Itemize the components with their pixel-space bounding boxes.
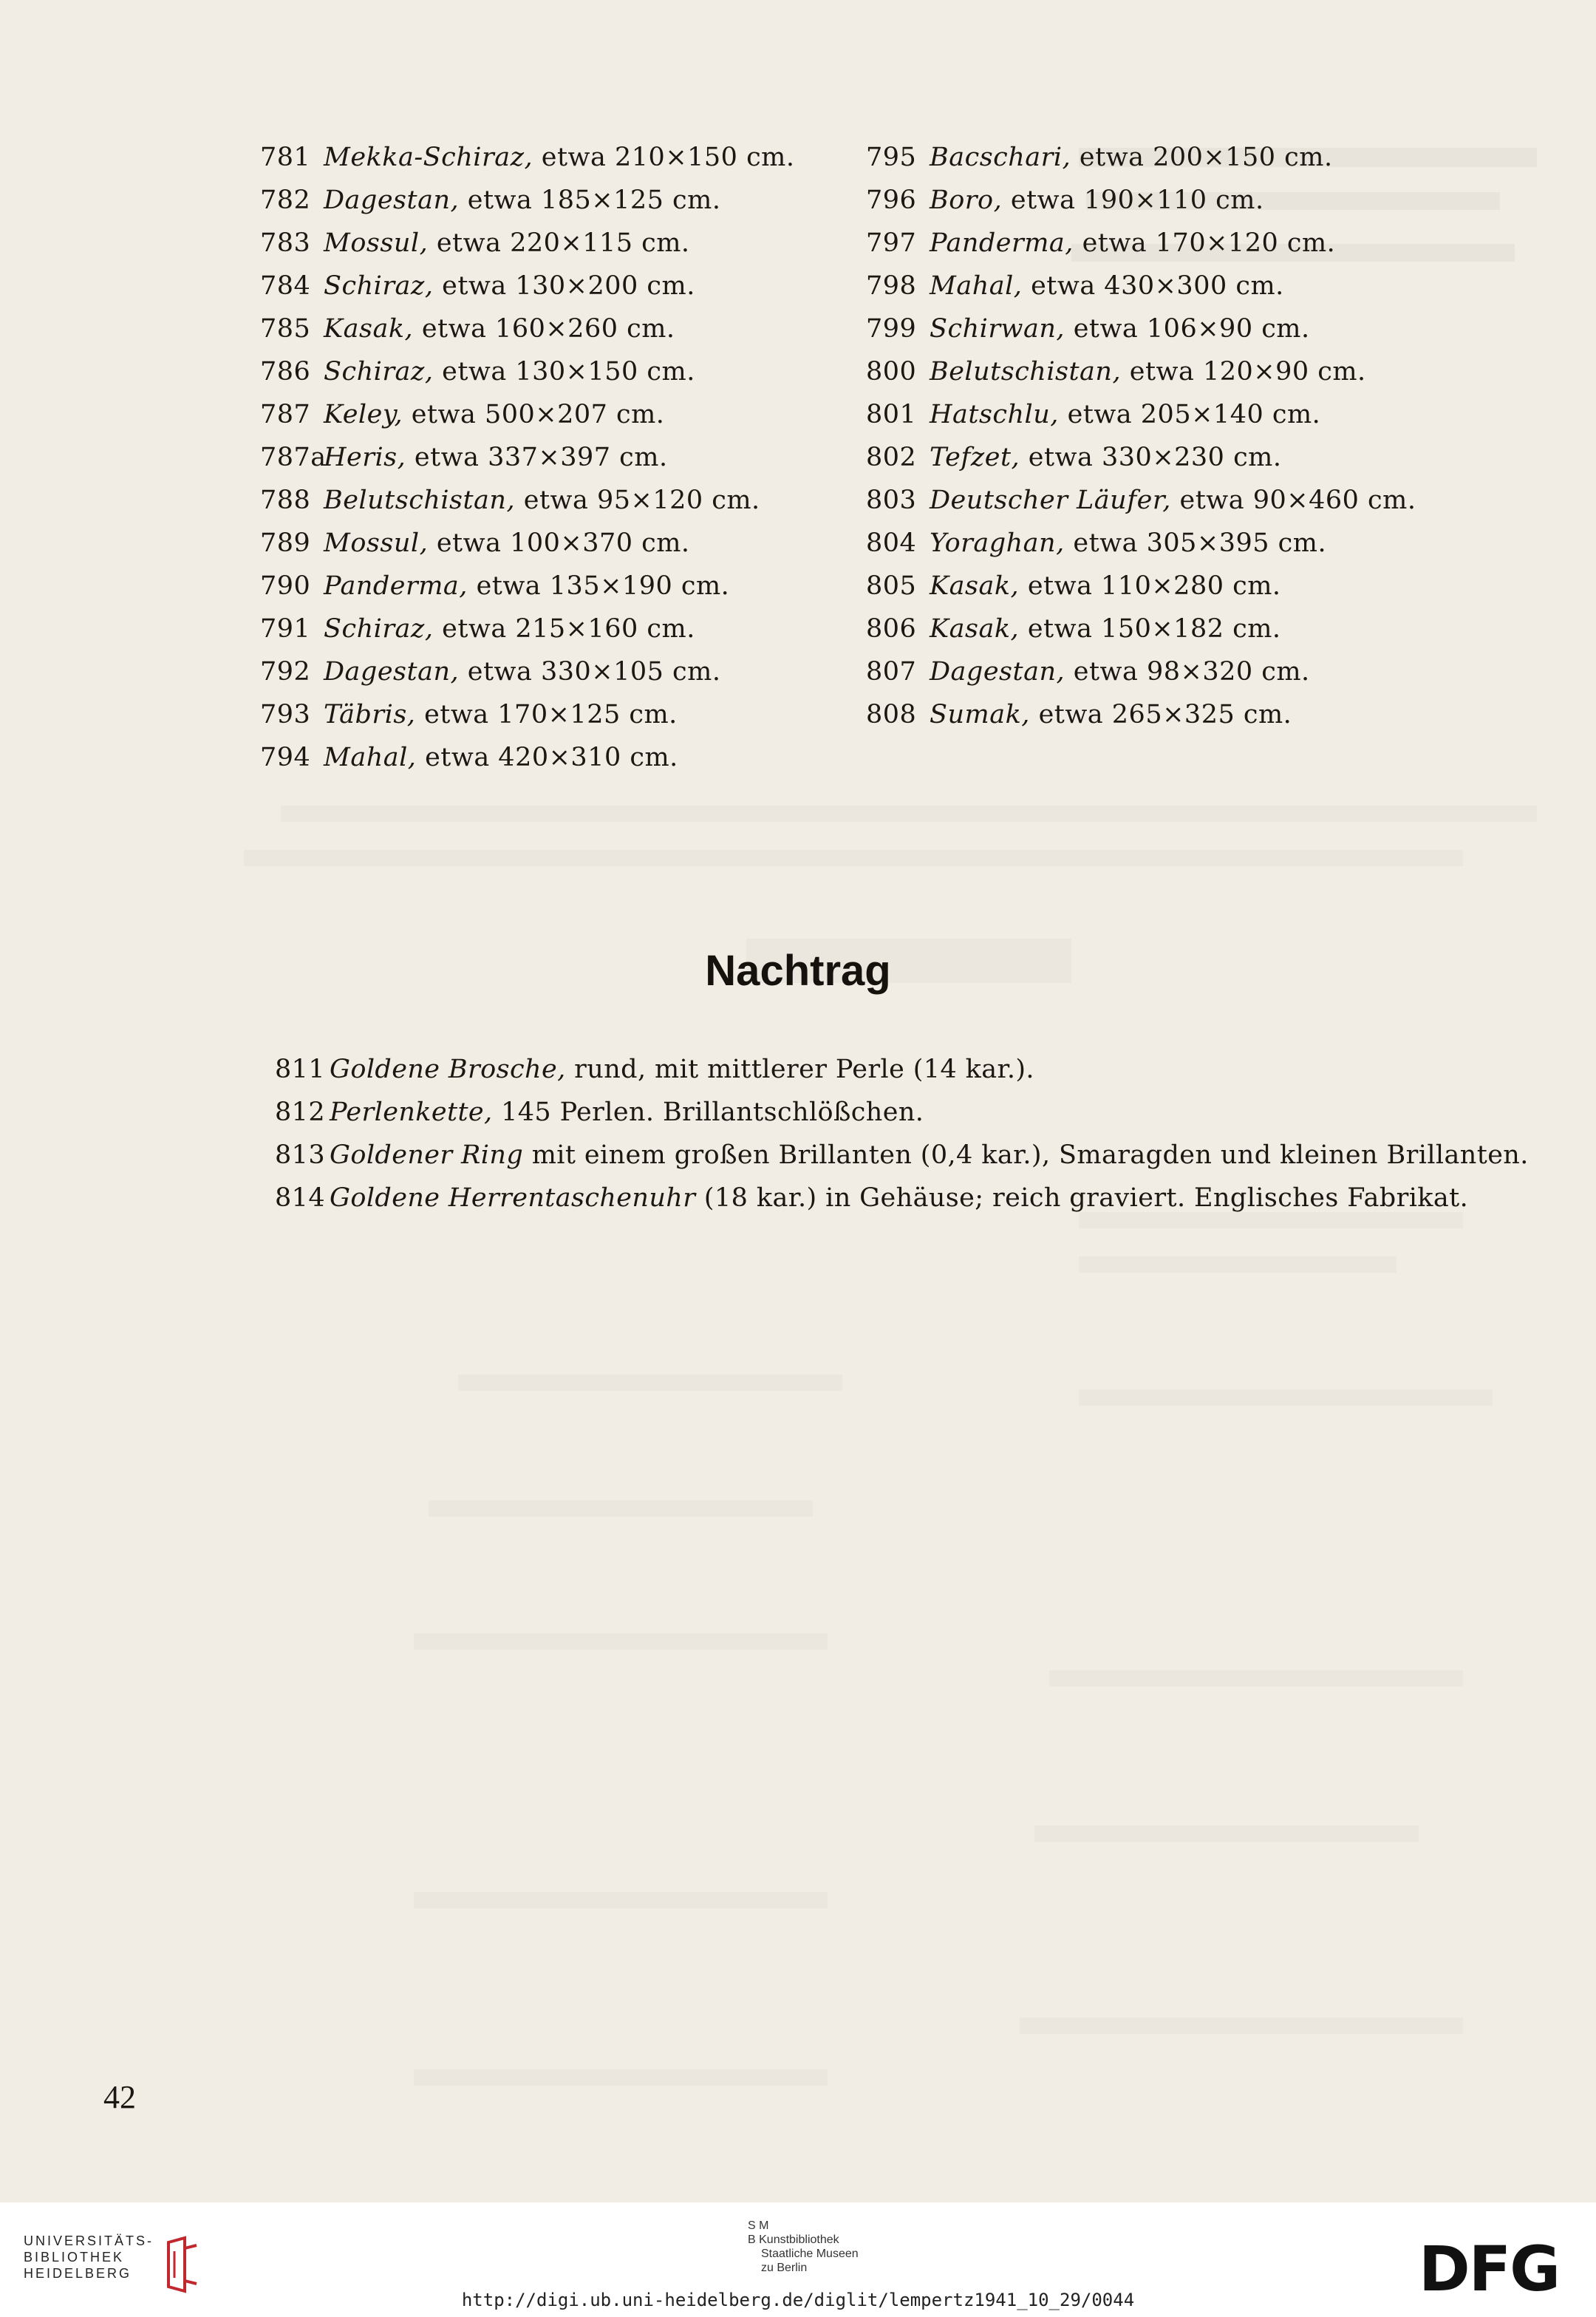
lot-description: etwa 337×397 cm. [414, 443, 668, 472]
lot-number: 789 [260, 528, 311, 558]
catalog-entry [260, 736, 795, 779]
lot-title: Schiraz, [324, 614, 434, 644]
lot-number: 807 [866, 657, 917, 687]
lot-title: Hatschlu, [930, 400, 1059, 429]
lot-title: Belutschistan, [930, 357, 1122, 387]
catalog-entry [866, 565, 1416, 608]
lot-description: etwa 160×260 cm. [421, 314, 675, 344]
catalog-entry [866, 522, 1416, 565]
lot-title: Perlenkette, [330, 1098, 493, 1127]
lot-number: 791 [260, 614, 311, 644]
lot-number: 805 [866, 571, 917, 601]
lot-number: 812 [275, 1098, 326, 1127]
lot-description: etwa 190×110 cm. [1010, 186, 1264, 215]
lot-title: Goldener Ring [330, 1140, 524, 1170]
lot-number: 813 [275, 1140, 326, 1170]
catalog-entry [866, 436, 1416, 479]
library-logo-line: UNIVERSITÄTS- [24, 2233, 154, 2248]
lot-description: etwa 200×150 cm. [1079, 143, 1333, 172]
catalog-entry [260, 479, 795, 522]
catalog-entry [866, 350, 1416, 393]
lot-description: etwa 90×460 cm. [1179, 486, 1416, 515]
catalog-entry [866, 222, 1416, 265]
source-url-link[interactable]: http://digi.ub.uni-heidelberg.de/diglit/lempertz1941_10_29/0044 [461, 2290, 1135, 2310]
lot-title: Goldene Brosche, [330, 1055, 566, 1084]
catalog-entry [260, 393, 795, 436]
lot-title: Schirwan, [930, 314, 1065, 344]
catalog-entry [260, 265, 795, 307]
lot-description: etwa 98×320 cm. [1073, 657, 1310, 687]
lot-title: Schiraz, [324, 271, 434, 301]
lot-description: mit einem großen Brillanten (0,4 kar.), Smaragden und kleinen Brillanten. [531, 1140, 1529, 1170]
lot-title: Täbris, [324, 700, 416, 729]
lot-title: Mahal, [324, 743, 417, 772]
lot-title: Dagestan, [324, 657, 460, 687]
catalog-entry [260, 522, 795, 565]
lot-description: etwa 185×125 cm. [467, 186, 721, 215]
library-logo-line: BIBLIOTHEK [24, 2250, 125, 2265]
museum-stamp [748, 2219, 859, 2275]
lot-number: 793 [260, 700, 311, 729]
catalog-entry [260, 350, 795, 393]
lot-description: etwa 215×160 cm. [442, 614, 695, 644]
lot-number: 787a [260, 443, 327, 472]
lot-description: etwa 420×310 cm. [425, 743, 678, 772]
lot-description: etwa 500×207 cm. [411, 400, 665, 429]
lot-number: 782 [260, 186, 311, 215]
lot-title: Deutscher Läufer, [930, 486, 1171, 515]
lot-title: Panderma, [324, 571, 468, 601]
lot-description: etwa 330×105 cm. [467, 657, 721, 687]
stamp-line: B Kunstbibliothek [748, 2233, 839, 2246]
supplement-entry [275, 1091, 1529, 1134]
lot-description: etwa 170×125 cm. [424, 700, 678, 729]
lot-description: etwa 135×190 cm. [476, 571, 730, 601]
lot-description: etwa 120×90 cm. [1129, 357, 1366, 387]
lot-number: 802 [866, 443, 917, 472]
lot-number: 781 [260, 143, 311, 172]
catalog-entry [866, 393, 1416, 436]
lot-title: Bacschari, [930, 143, 1071, 172]
catalog-entry [866, 136, 1416, 179]
lot-description: rund, mit mittlerer Perle (14 kar.). [574, 1055, 1034, 1084]
lot-number: 799 [866, 314, 917, 344]
lot-title: Mossul, [324, 228, 429, 258]
catalog-column-left [260, 136, 795, 779]
lot-number: 798 [866, 271, 917, 301]
lot-number: 804 [866, 528, 917, 558]
catalog-entry [866, 479, 1416, 522]
catalog-entry [260, 436, 795, 479]
catalog-entry [260, 179, 795, 222]
lot-number: 796 [866, 186, 917, 215]
lot-description: etwa 330×230 cm. [1028, 443, 1282, 472]
lot-number: 792 [260, 657, 311, 687]
lot-title: Goldene Herrentaschenuhr [330, 1183, 696, 1213]
lot-title: Tefzet, [930, 443, 1020, 472]
lot-title: Mekka-Schiraz, [324, 143, 533, 172]
stamp-line: zu Berlin [761, 2262, 808, 2274]
catalog-entry [260, 136, 795, 179]
lot-number: 786 [260, 357, 311, 387]
lot-title: Dagestan, [930, 657, 1065, 687]
lot-description: etwa 130×150 cm. [442, 357, 695, 387]
page-number: 42 [103, 2079, 136, 2115]
stamp-line: Staatliche Museen [761, 2248, 859, 2260]
lot-description: etwa 220×115 cm. [436, 228, 690, 258]
lot-number: 811 [275, 1055, 326, 1084]
catalog-entry [866, 650, 1416, 693]
lot-title: Sumak, [930, 700, 1030, 729]
lot-description: etwa 170×120 cm. [1082, 228, 1336, 258]
lot-number: 814 [275, 1183, 326, 1213]
catalog-entry [260, 307, 795, 350]
lot-description: (18 kar.) in Gehäuse; reich graviert. Englisches Fabrikat. [703, 1183, 1469, 1213]
lot-number: 801 [866, 400, 917, 429]
catalog-entry [260, 608, 795, 650]
lot-description: etwa 106×90 cm. [1073, 314, 1310, 344]
lot-description: etwa 100×370 cm. [436, 528, 690, 558]
lot-description: etwa 205×140 cm. [1067, 400, 1321, 429]
lot-number: 790 [260, 571, 311, 601]
catalog-entry [260, 693, 795, 736]
lot-number: 794 [260, 743, 311, 772]
lot-number: 795 [866, 143, 917, 172]
catalog-entry [866, 179, 1416, 222]
catalog-column-right [866, 136, 1416, 736]
lot-title: Belutschistan, [324, 486, 516, 515]
catalog-entry [260, 222, 795, 265]
lot-description: etwa 130×200 cm. [442, 271, 695, 301]
lot-title: Mossul, [324, 528, 429, 558]
lot-number: 803 [866, 486, 917, 515]
lot-number: 788 [260, 486, 311, 515]
lot-title: Kasak, [930, 571, 1020, 601]
stamp-line: S M [748, 2219, 769, 2232]
lot-title: Heris, [324, 443, 406, 472]
lot-description: etwa 150×182 cm. [1027, 614, 1281, 644]
catalog-entry [260, 565, 795, 608]
lot-number: 806 [866, 614, 917, 644]
lot-title: Yoraghan, [930, 528, 1065, 558]
dfg-logo[interactable]: DFG [1419, 2233, 1560, 2305]
lot-number: 800 [866, 357, 917, 387]
lot-title: Dagestan, [324, 186, 460, 215]
footer-bar [0, 2202, 1596, 2317]
lot-title: Kasak, [324, 314, 414, 344]
library-logo-line: HEIDELBERG [24, 2266, 132, 2281]
lot-title: Mahal, [930, 271, 1023, 301]
lot-title: Kasak, [930, 614, 1020, 644]
lot-number: 787 [260, 400, 311, 429]
lot-number: 783 [260, 228, 311, 258]
catalog-entry [260, 650, 795, 693]
lot-description: 145 Perlen. Brillantschlößchen. [501, 1098, 924, 1127]
lot-title: Panderma, [930, 228, 1074, 258]
catalog-entry [866, 265, 1416, 307]
lot-title: Keley, [324, 400, 403, 429]
lot-description: etwa 430×300 cm. [1031, 271, 1284, 301]
section-heading: Nachtrag [705, 947, 891, 995]
supplement-entry [275, 1134, 1529, 1177]
lot-description: etwa 110×280 cm. [1027, 571, 1281, 601]
catalog-entry [866, 693, 1416, 736]
library-emblem-icon [163, 2235, 201, 2294]
lot-description: etwa 305×395 cm. [1073, 528, 1327, 558]
catalog-entry [866, 307, 1416, 350]
lot-number: 785 [260, 314, 311, 344]
library-logo[interactable] [24, 2233, 201, 2297]
lot-description: etwa 95×120 cm. [523, 486, 760, 515]
lot-number: 784 [260, 271, 311, 301]
lot-number: 808 [866, 700, 917, 729]
supplement-list [275, 1048, 1529, 1219]
supplement-entry [275, 1048, 1529, 1091]
lot-description: etwa 210×150 cm. [541, 143, 795, 172]
supplement-entry [275, 1177, 1529, 1219]
lot-title: Schiraz, [324, 357, 434, 387]
lot-number: 797 [866, 228, 917, 258]
lot-title: Boro, [930, 186, 1003, 215]
catalog-entry [866, 608, 1416, 650]
lot-description: etwa 265×325 cm. [1038, 700, 1292, 729]
